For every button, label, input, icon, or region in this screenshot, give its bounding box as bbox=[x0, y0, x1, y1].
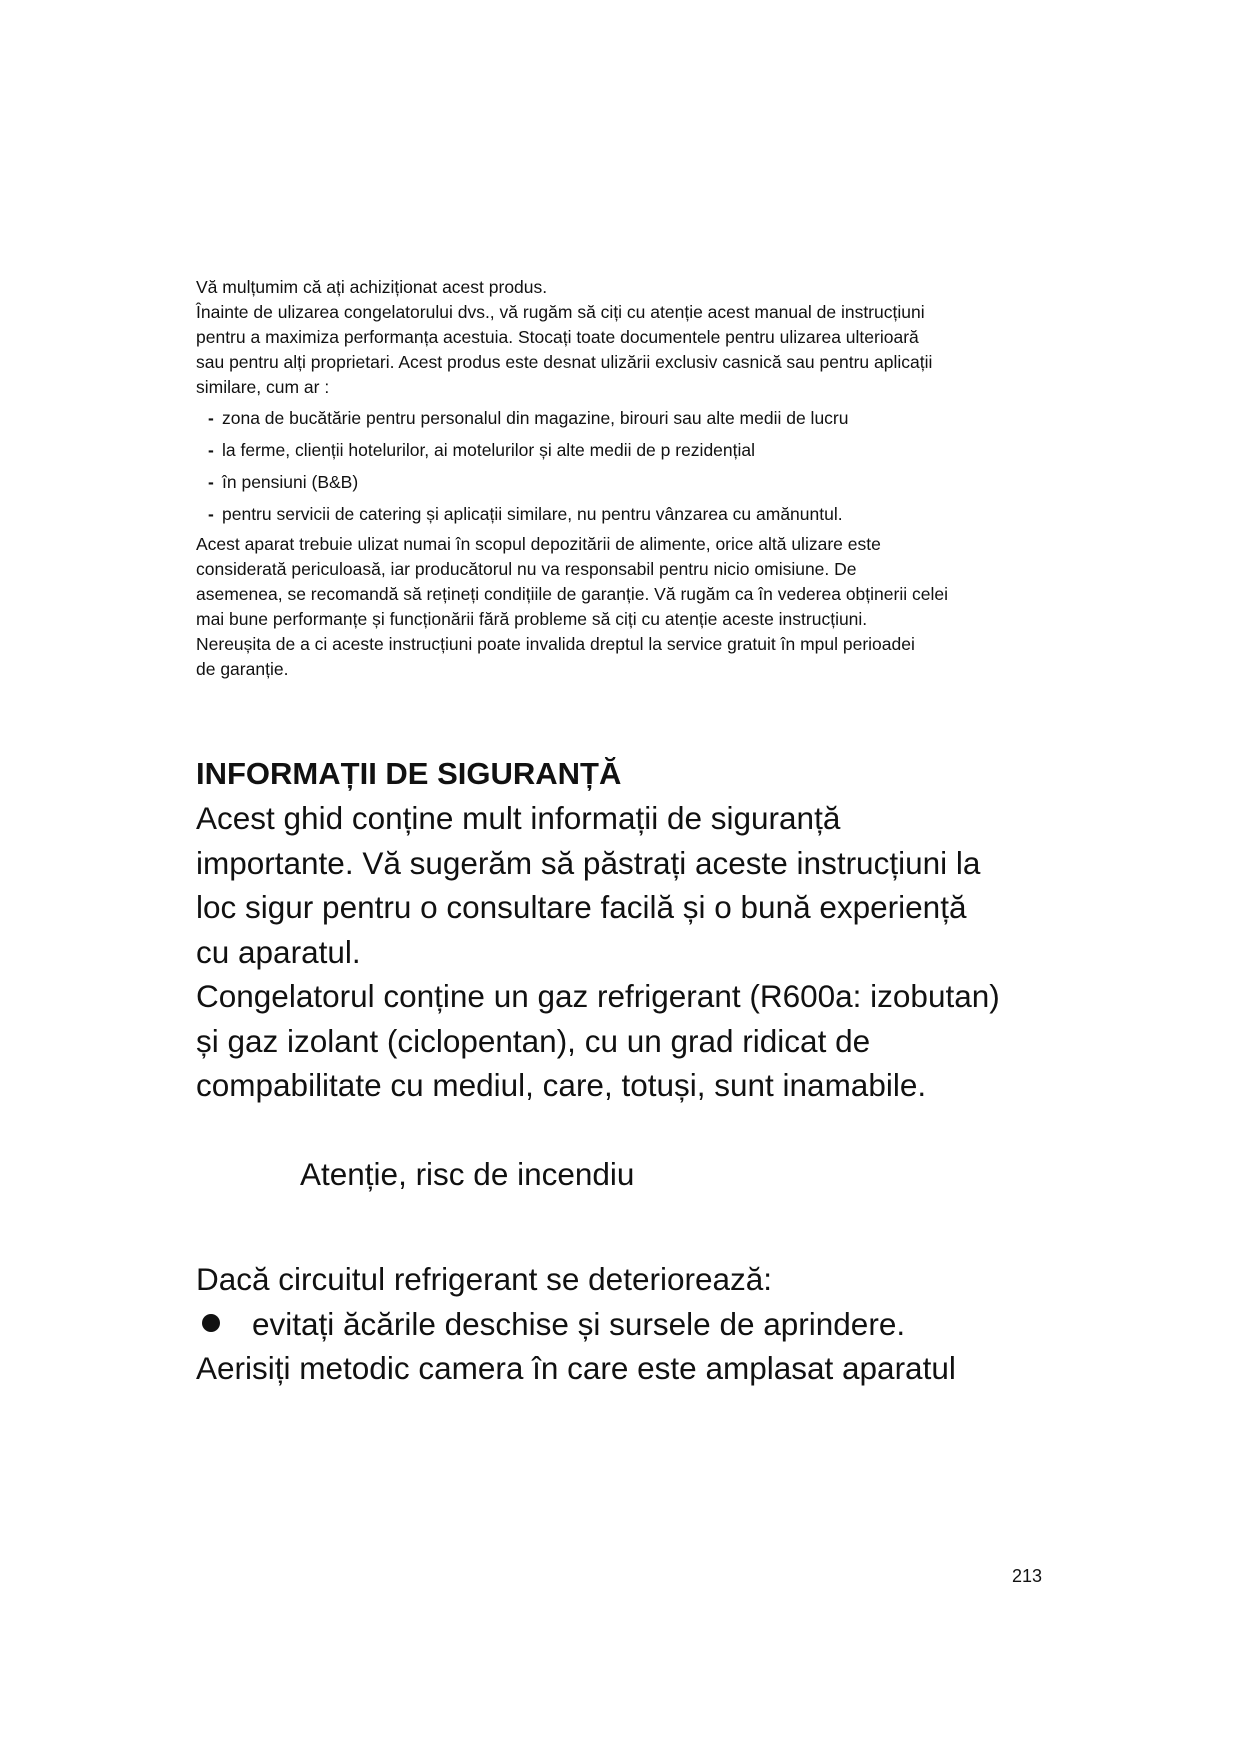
closing-line: mai bune performanțe și funcționării fără probleme să ciți cu atenție aceste instrucțiuni. bbox=[196, 609, 868, 629]
usage-item: - zona de bucătărie pentru personalul din magazine, birouri sau alte medii de lucru bbox=[196, 402, 1056, 434]
usage-item: - în pensiuni (B&B) bbox=[196, 466, 1056, 498]
safety-line: Acest ghid conține mult informații de siguranță bbox=[196, 800, 841, 836]
safety-line: cu aparatul. bbox=[196, 933, 361, 970]
closing-line: Nereușita de a ci aceste instrucțiuni poate invalida dreptul la service gratuit în mpul perioadei bbox=[196, 634, 915, 654]
closing-line: Acest aparat trebuie ulizat numai în scopul depozitării de alimente, orice altă ulizare este bbox=[196, 534, 881, 554]
fire-warning: Atenție, risc de incendiu bbox=[300, 1156, 635, 1192]
dash-icon: - bbox=[208, 408, 214, 428]
circuit-bullet: evitați ăcările deschise și sursele de aprindere. bbox=[196, 1302, 1076, 1347]
circuit-after: Aerisiți metodic camera în care este amplasat aparatul bbox=[196, 1350, 956, 1386]
intro-line: Vă mulțumim că ați achiziționat acest produs. bbox=[196, 277, 548, 297]
safety-line: compabilitate cu mediul, care, totuși, sunt inamabile. bbox=[196, 1067, 927, 1103]
usage-item: - pentru servicii de catering și aplicații similare, nu pentru vânzarea cu amănuntul. bbox=[196, 498, 1056, 530]
closing-line: considerată periculoasă, iar producătorul nu va responsabil pentru nicio omisiune. De bbox=[196, 559, 857, 579]
safety-line: importante. Vă sugerăm să păstrați aceste instrucțiuni la bbox=[196, 844, 981, 881]
safety-line: și gaz izolant (ciclopentan), cu un grad ridicat de bbox=[196, 1022, 871, 1059]
dash-icon: - bbox=[208, 504, 214, 524]
intro-line: similare, cum ar : bbox=[196, 377, 330, 397]
intro-section bbox=[196, 275, 1056, 682]
usage-list bbox=[196, 402, 1056, 530]
circuit-intro: Dacă circuitul refrigerant se deteriorează: bbox=[196, 1261, 773, 1297]
page-number: 213 bbox=[1012, 1566, 1043, 1586]
usage-item: - la ferme, clienții hotelurilor, ai motelurilor și alte medii de p rezidențial bbox=[196, 434, 1056, 466]
intro-line: pentru a maximiza performanța acestuia. Stocați toate documentele pentru ulizarea ulterioară bbox=[196, 327, 919, 347]
intro-line: Înainte de ulizarea congelatorului dvs., vă rugăm să ciți cu atenție acest manual de instrucțiuni bbox=[196, 302, 925, 322]
safety-heading: INFORMAȚII DE SIGURANȚĂ bbox=[196, 756, 622, 791]
closing-line: de garanție. bbox=[196, 659, 289, 679]
circuit-section bbox=[196, 1257, 1076, 1391]
dash-icon: - bbox=[208, 472, 214, 492]
dash-icon: - bbox=[208, 440, 214, 460]
safety-line: loc sigur pentru o consultare facilă și o bună experiență bbox=[196, 889, 967, 925]
intro-line: sau pentru alți proprietari. Acest produs este desnat ulizării exclusiv casnică sau pentru aplicații bbox=[196, 352, 933, 372]
safety-line: Congelatorul conține un gaz refrigerant (R600a: izobutan) bbox=[196, 978, 1000, 1014]
closing-line: asemenea, se recomandă să rețineți condițiile de garanție. Vă rugăm ca în vederea obținerii celei bbox=[196, 584, 948, 604]
bullet-dot-icon bbox=[202, 1314, 220, 1332]
safety-section bbox=[196, 752, 1076, 1108]
